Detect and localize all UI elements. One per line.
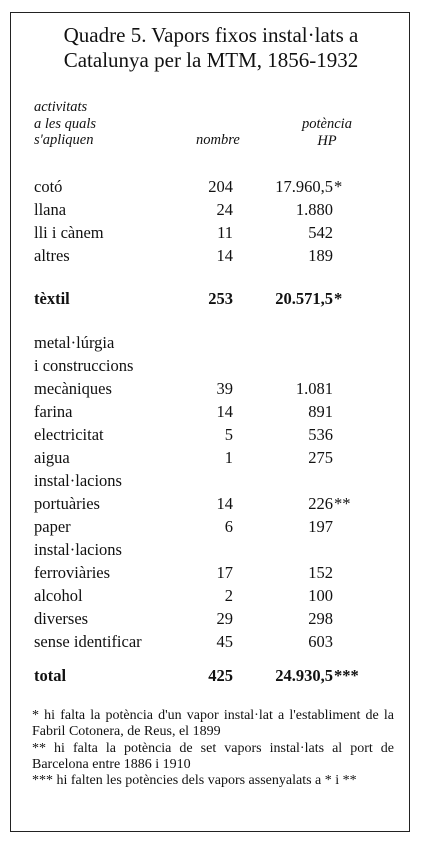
row-power: 603 xyxy=(308,632,333,651)
row-power-mark: ** xyxy=(334,494,351,513)
column-header-power xyxy=(287,116,367,149)
column-header-count: nombre xyxy=(196,132,240,148)
row-label: total xyxy=(34,666,67,685)
table-row xyxy=(34,630,394,653)
row-count: 45 xyxy=(216,632,233,651)
row-count: 253 xyxy=(208,289,233,308)
table-row xyxy=(34,221,394,244)
table-row xyxy=(34,198,394,221)
row-count: 14 xyxy=(216,246,233,265)
row-label: farina xyxy=(34,402,73,421)
table-row xyxy=(34,584,394,607)
row-power: 17.960,5 xyxy=(275,177,333,196)
row-label: instal·lacions xyxy=(34,540,122,559)
row-power: 197 xyxy=(308,517,333,536)
footnote-3: *** hi falten les potències dels vapors assenyalats a * i ** xyxy=(32,773,357,789)
title-line-2: Catalunya per la MTM, 1856-1932 xyxy=(63,48,359,72)
table-row xyxy=(34,446,394,469)
row-label: diverses xyxy=(34,609,89,628)
row-label: llana xyxy=(34,200,67,219)
row-label: mecàniques xyxy=(34,379,112,398)
row-count: 204 xyxy=(208,177,233,196)
row-label: alcohol xyxy=(34,586,83,605)
row-power-mark: *** xyxy=(334,666,359,685)
row-power: 275 xyxy=(308,448,333,467)
table-row xyxy=(34,377,394,400)
header-power-line-2: HP xyxy=(317,132,337,149)
row-label: electricitat xyxy=(34,425,104,444)
row-count: 5 xyxy=(224,425,233,444)
table-row xyxy=(34,423,394,446)
row-label: tèxtil xyxy=(34,289,70,308)
table-row xyxy=(34,492,394,515)
row-label: lli i cànem xyxy=(34,223,104,242)
footnote-2: ** hi falta la potència de set vapors instal·lats al port de Barcelona entre 1886 i 1910 xyxy=(32,740,394,772)
header-activities-line-3: s'apliquen xyxy=(34,132,94,148)
row-count: 2 xyxy=(224,586,233,605)
table-row xyxy=(34,515,394,538)
row-label: instal·lacions xyxy=(34,471,122,490)
title-line-1: Quadre 5. Vapors fixos instal·lats a xyxy=(63,23,359,47)
table-row xyxy=(34,469,394,492)
row-power: 152 xyxy=(308,563,333,582)
table-row xyxy=(34,561,394,584)
row-count: 6 xyxy=(224,517,233,536)
row-power: 1.880 xyxy=(295,200,333,219)
row-label: ferroviàries xyxy=(34,563,111,582)
footnote-1: * hi falta la potència d'un vapor instal·lat a l'establiment de la Fabril Cotonera, de Reus, el 1899 xyxy=(32,708,394,740)
row-label: portuàries xyxy=(34,494,100,513)
header-activities-line-1: activitats xyxy=(34,99,88,115)
row-power: 1.081 xyxy=(295,379,333,398)
row-label: metal·lúrgia xyxy=(34,333,115,352)
row-power-mark: * xyxy=(334,177,343,196)
table-row xyxy=(34,287,394,310)
row-count: 11 xyxy=(217,223,233,242)
table-row xyxy=(34,538,394,561)
row-power-mark: * xyxy=(334,289,343,308)
row-power: 24.930,5 xyxy=(275,666,333,685)
row-count: 425 xyxy=(208,666,233,685)
row-count: 24 xyxy=(216,200,233,219)
row-label: cotó xyxy=(34,177,63,196)
table-row xyxy=(34,664,394,687)
row-count: 14 xyxy=(216,494,233,513)
row-power: 891 xyxy=(308,402,333,421)
row-label: paper xyxy=(34,517,71,536)
table-title xyxy=(0,23,422,73)
row-count: 17 xyxy=(216,563,233,582)
row-power: 298 xyxy=(308,609,333,628)
table-row xyxy=(34,175,394,198)
row-label: i construccions xyxy=(34,356,134,375)
table-row xyxy=(34,244,394,267)
row-count: 1 xyxy=(224,448,233,467)
row-power: 542 xyxy=(308,223,333,242)
row-power: 20.571,5 xyxy=(275,289,333,308)
table-row xyxy=(34,400,394,423)
row-count: 39 xyxy=(216,379,233,398)
table-row xyxy=(34,354,394,377)
row-power: 100 xyxy=(308,586,333,605)
row-power: 536 xyxy=(308,425,333,444)
footnotes xyxy=(32,708,394,789)
header-activities-line-2: a les quals xyxy=(34,115,97,132)
column-header-activities xyxy=(34,99,96,149)
table-row xyxy=(34,607,394,630)
row-power: 189 xyxy=(308,246,333,265)
row-count: 14 xyxy=(216,402,233,421)
table-row xyxy=(34,331,394,354)
row-label: altres xyxy=(34,246,70,265)
row-label: sense identificar xyxy=(34,632,142,651)
row-label: aigua xyxy=(34,448,70,467)
row-power: 226 xyxy=(308,494,333,513)
row-count: 29 xyxy=(216,609,233,628)
header-power-line-1: potència xyxy=(302,116,352,132)
